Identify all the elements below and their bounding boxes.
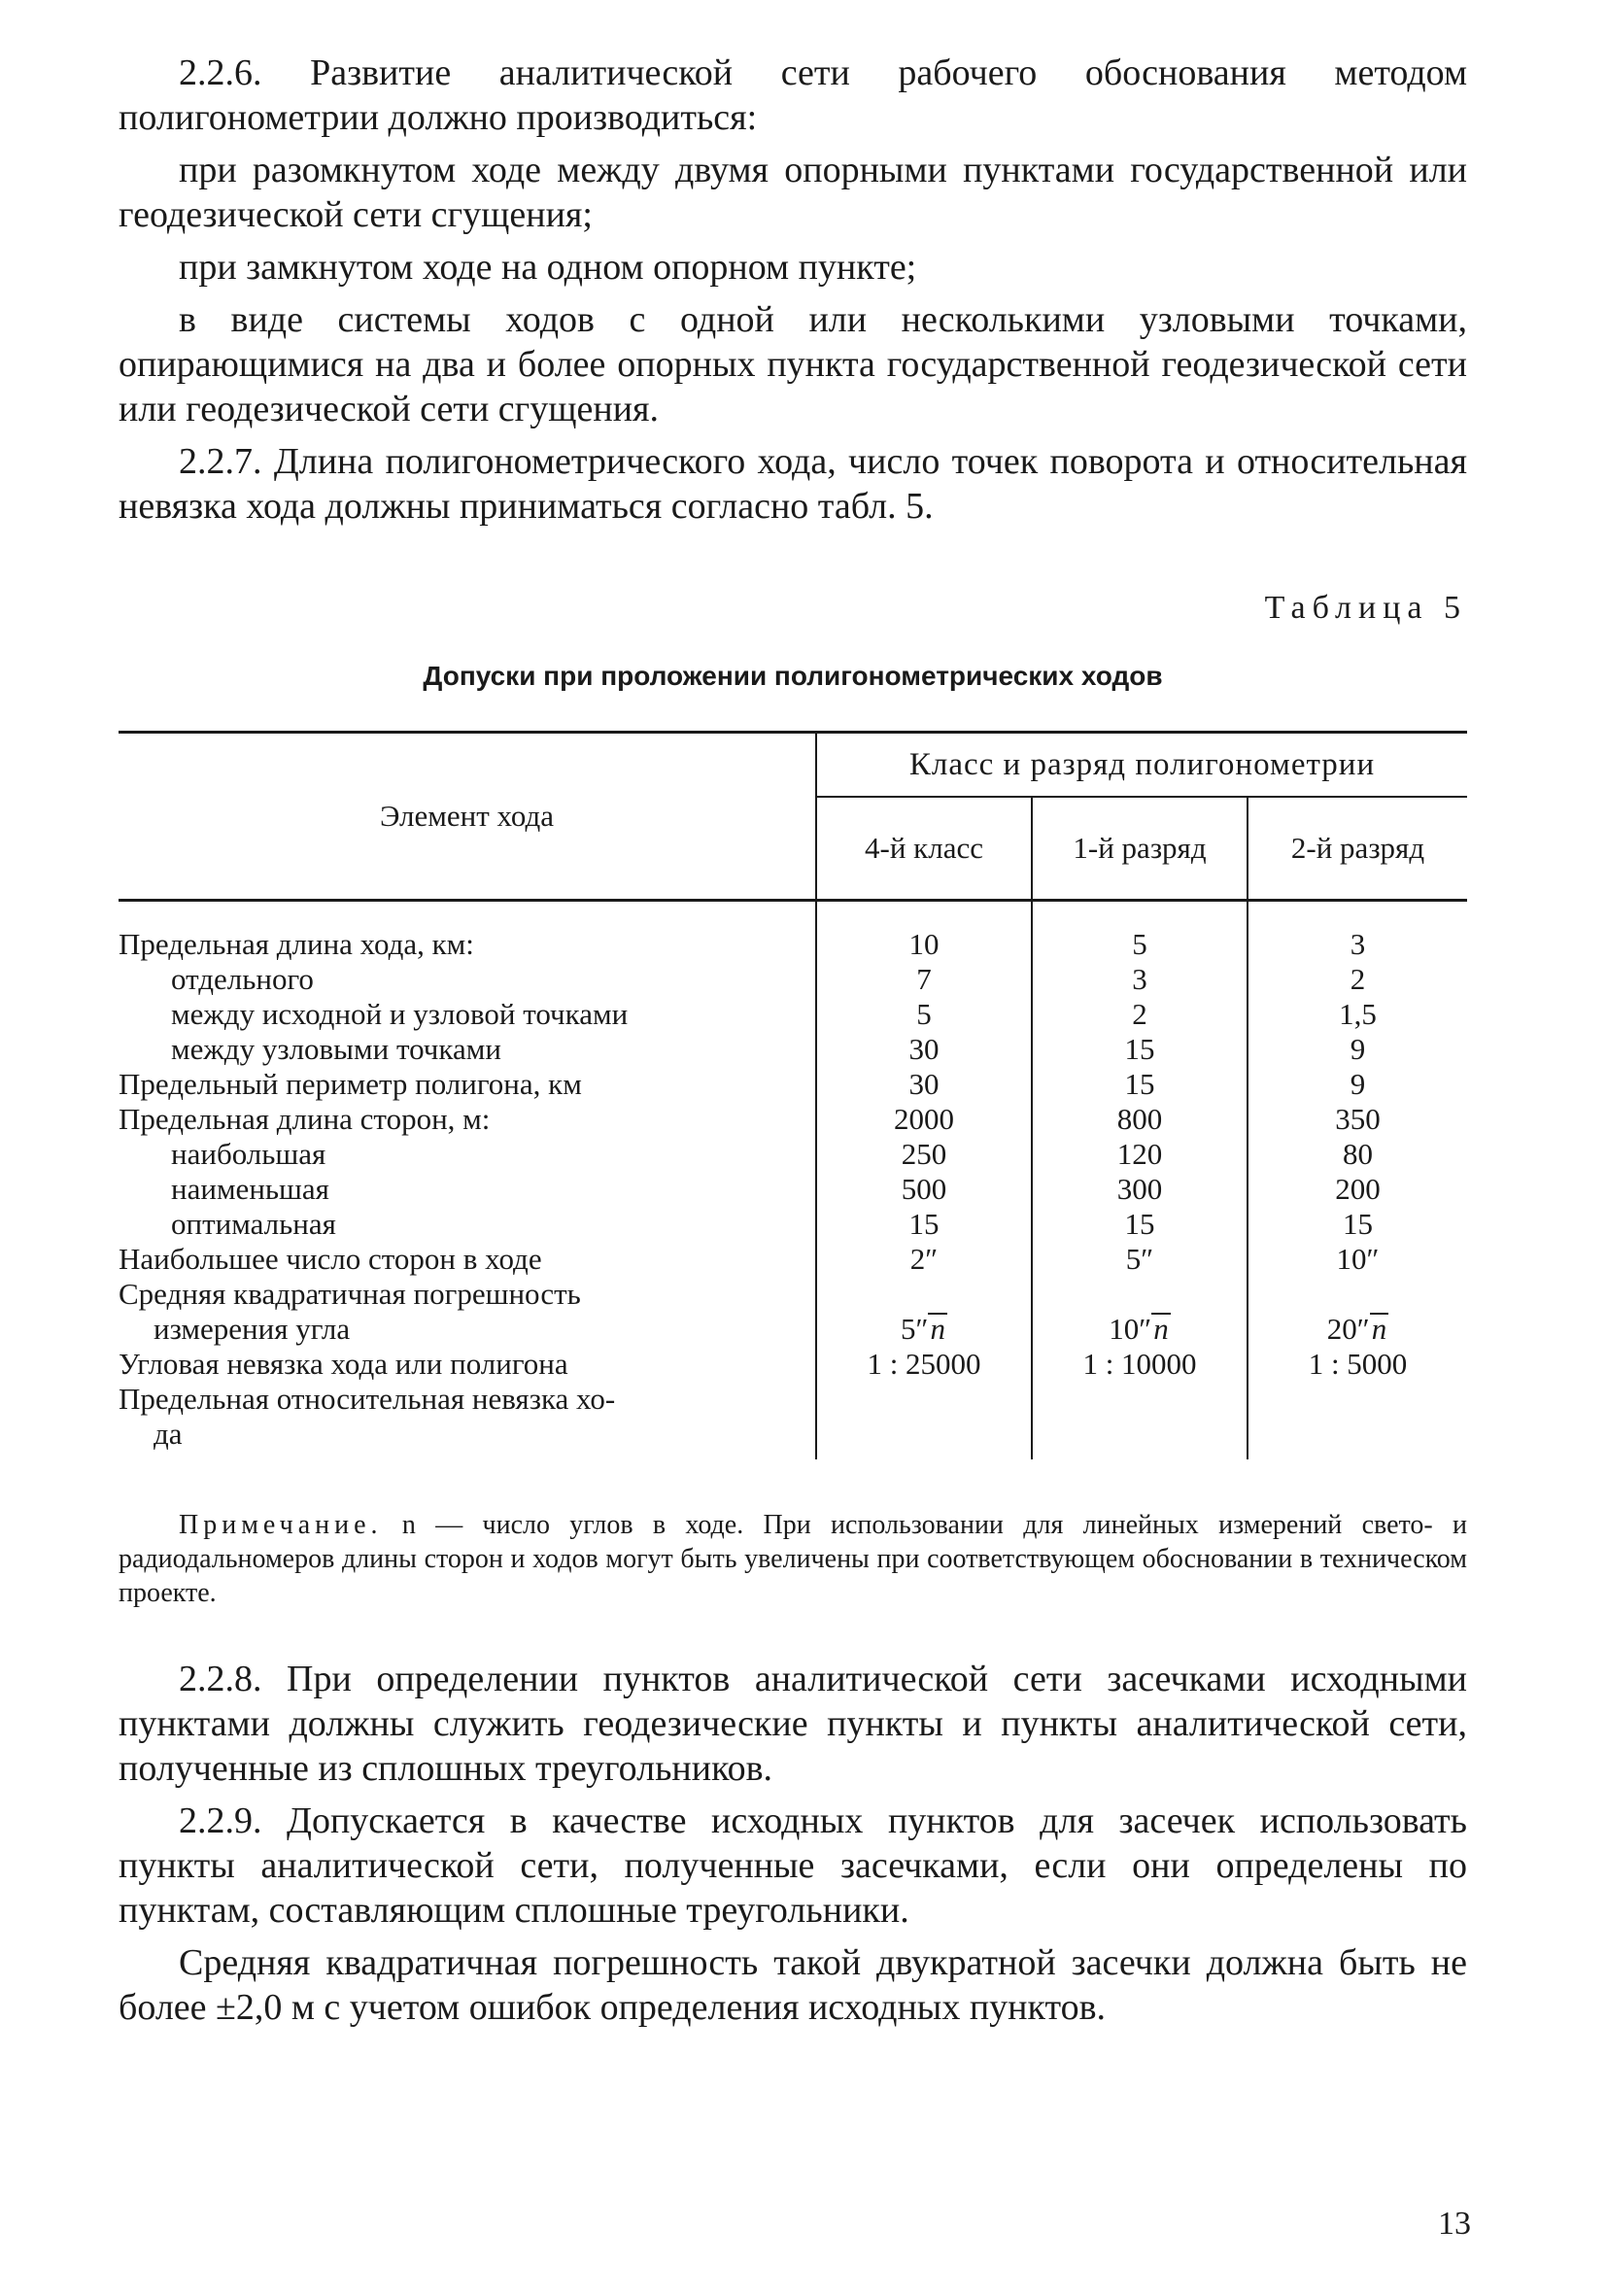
table-cell: 7	[916, 962, 932, 996]
table-cell: 1,5	[1339, 997, 1377, 1031]
values-2nd-rank	[1248, 901, 1467, 1460]
table-cell: 9	[1350, 1032, 1366, 1066]
table-cell: 80	[1343, 1137, 1373, 1171]
table-cell: 15	[1343, 1207, 1373, 1241]
table-cell: 5	[916, 997, 932, 1031]
table-cell: 5	[1132, 927, 1147, 961]
element-column	[119, 901, 816, 1460]
paragraph-2-2-7: 2.2.7. Длина полигонометрического хода, число точек поворота и относительная невязка хода должны приниматься согласно табл. 5.	[119, 441, 1467, 527]
table-cell: 500	[901, 1172, 947, 1206]
table-cell: 200	[1335, 1172, 1381, 1206]
table-row-label: Предельная длина хода, км:	[119, 927, 474, 961]
values-4th-class	[816, 901, 1032, 1460]
paragraph-closed-traverse: при замкнутом ходе на одном опорном пункте;	[179, 247, 917, 288]
table-row-label: наибольшая	[171, 1137, 326, 1171]
table-note	[119, 1508, 1467, 1610]
values-1st-rank	[1032, 901, 1248, 1460]
table-cell: 1 : 5000	[1308, 1347, 1408, 1381]
table-cell: 10″n	[1109, 1312, 1169, 1346]
table-cell: 300	[1116, 1172, 1163, 1206]
table-number: Таблица 5	[1264, 590, 1467, 626]
table-caption: Допуски при проложении полигонометрических ходов	[423, 661, 1163, 691]
table-row-label: между узловыми точками	[171, 1032, 501, 1066]
table-cell: 5″n	[901, 1312, 945, 1346]
table-row-label: измерения угла	[154, 1312, 351, 1346]
table-cell: 10	[908, 927, 940, 961]
note-text: n — число углов в ходе. При использовании для линейных измерений свето- и радиодальномеров длины сторон и ходов могут быть увеличены при соответствующем обосновании в техническом проекте.	[119, 1510, 1467, 1608]
paragraph-accuracy: Средняя квадратичная погрешность такой двукратной засечки должна быть не более ±2,0 м с учетом ошибок определения исходных пунктов.	[119, 1942, 1467, 2028]
table-cell: 5″	[1125, 1242, 1154, 1276]
table-cell: 9	[1350, 1067, 1366, 1101]
table-cell: 1 : 10000	[1082, 1347, 1197, 1381]
paragraph-2-2-8: 2.2.8. При определении пунктов аналитической сети засечками исходными пунктами должны служить геодезические пункты и пункты аналитической сети, полученные из сплошных треугольников.	[119, 1659, 1467, 1789]
table-cell	[1033, 1277, 1247, 1312]
table-cell: 3	[1132, 962, 1147, 996]
table-cell: 15	[908, 1207, 940, 1241]
table-cell: 2	[1132, 997, 1147, 1031]
table-cell: 800	[1116, 1102, 1163, 1136]
table-cell: 20″n	[1326, 1312, 1387, 1346]
table-cell: 30	[908, 1032, 940, 1066]
header-column-4th-class: 4-й класс	[816, 797, 1032, 901]
table-cell: 15	[1124, 1032, 1155, 1066]
table-row-label: Угловая невязка хода или полигона	[119, 1347, 568, 1381]
paragraph-traverse-system: в виде системы ходов с одной или несколькими узловыми точками, опирающимися на два и более опорных пункта государственной геодезической сети или геодезической сети сгущения.	[119, 299, 1467, 429]
table-row-label: между исходной и узловой точками	[171, 997, 629, 1031]
paragraph-2-2-9: 2.2.9. Допускается в качестве исходных пунктов для засечек использовать пункты аналитической сети, полученные засечками, если они определены по пунктам, составляющим сплошные треугольники.	[119, 1800, 1467, 1931]
table-cell: 3	[1350, 927, 1366, 961]
table-row-label: оптимальная	[171, 1207, 336, 1241]
bottom-text	[119, 1657, 1467, 2030]
table-row-label: Предельная длина сторон, м:	[119, 1102, 491, 1136]
sqrt-n: n	[1371, 1312, 1387, 1346]
header-column-2nd-rank: 2-й разряд	[1248, 797, 1467, 901]
page-number: 13	[1438, 2206, 1471, 2242]
table-row-label: Средняя квадратичная погрешность	[119, 1277, 581, 1311]
header-element: Элемент хода	[119, 733, 816, 901]
table-cell	[1248, 1277, 1467, 1312]
sqrt-n: n	[930, 1312, 945, 1346]
table-cell: 2	[1350, 962, 1366, 996]
table-cell	[817, 1277, 1031, 1312]
table-cell: 120	[1116, 1137, 1163, 1171]
table-row-label: отдельного	[171, 962, 314, 996]
table-cell: 15	[1124, 1067, 1155, 1101]
table-cell: 2″	[909, 1242, 939, 1276]
table-cell: 30	[908, 1067, 940, 1101]
table-row-label: Предельная относительная невязка хо-	[119, 1382, 616, 1416]
header-class-group: Класс и разряд полигонометрии	[816, 733, 1467, 798]
paragraph-2-2-6: 2.2.6. Развитие аналитической сети рабочего обоснования методом полигонометрии должно производиться:	[119, 52, 1467, 138]
table-cell: 2000	[894, 1102, 954, 1136]
sqrt-n: n	[1153, 1312, 1169, 1346]
note-label: Примечание.	[179, 1510, 383, 1540]
table-row-label: Предельный периметр полигона, км	[119, 1067, 582, 1101]
table-row-label: Наибольшее число сторон в ходе	[119, 1242, 542, 1276]
table-row-label: наименьшая	[171, 1172, 329, 1206]
tolerance-table	[119, 731, 1467, 1459]
table-cell: 1 : 25000	[867, 1347, 981, 1381]
top-text	[119, 51, 1467, 529]
table-cell: 10″	[1336, 1242, 1380, 1276]
paragraph-open-traverse: при разомкнутом ходе между двумя опорными пунктами государственной или геодезической сети сгущения;	[119, 150, 1467, 235]
table-cell: 15	[1124, 1207, 1155, 1241]
header-column-1st-rank: 1-й разряд	[1032, 797, 1248, 901]
table-cell: 250	[901, 1137, 947, 1171]
table-row-label: да	[154, 1417, 183, 1451]
document-page	[119, 51, 1467, 2030]
table-cell: 350	[1335, 1102, 1381, 1136]
